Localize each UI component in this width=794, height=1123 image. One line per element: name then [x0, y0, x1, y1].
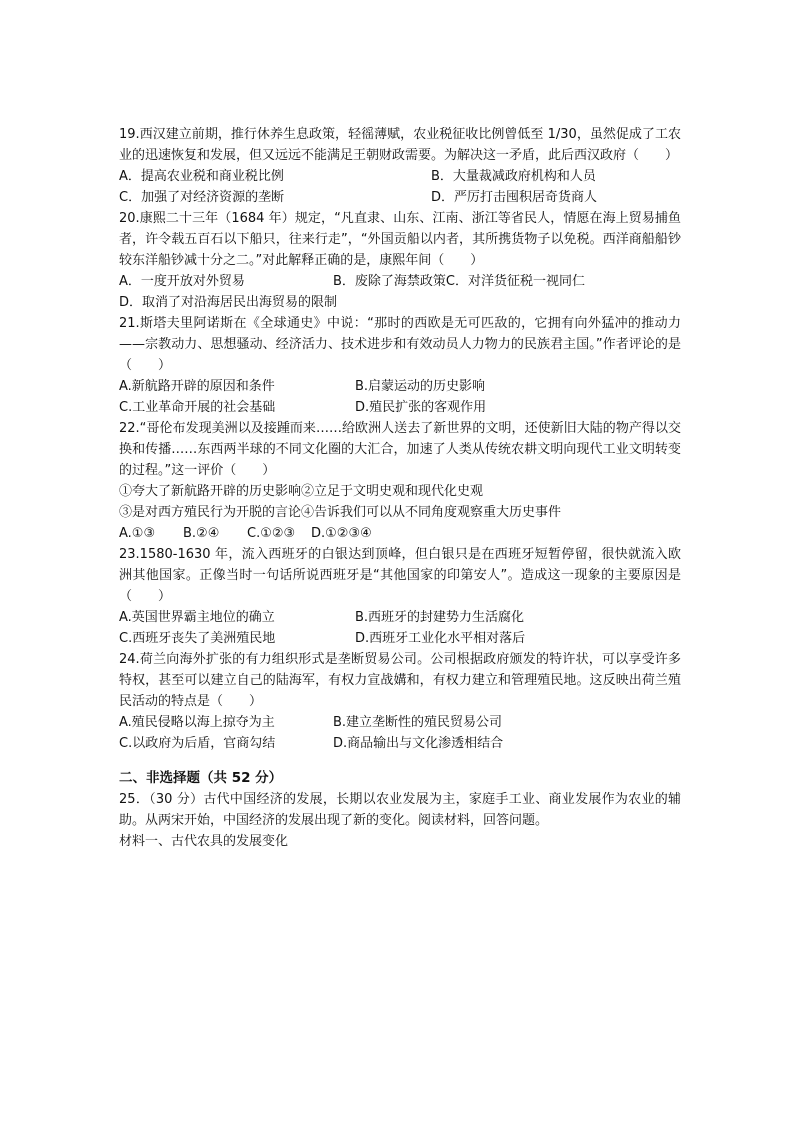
- option-a: A.英国世界霸主地位的确立: [119, 610, 275, 625]
- option-a: A.新航路开辟的原因和条件: [119, 379, 275, 394]
- options: [119, 523, 681, 544]
- question-stem: 20.康熙二十三年（1684 年）规定，“凡直隶、山东、江南、浙江等省民人，情愿在海上贸易捕鱼者，许令载五百石以下船只，往来行走”，“外国贡船以内者，其所携货物子以免税。西洋商船船钞较东洋船钞减十分之二。”对此解释正确的是，康熙年间（ ）: [119, 211, 681, 268]
- option-a: A．一度开放对外贸易: [119, 274, 245, 289]
- option-b: B．大量裁减政府机构和人员: [431, 169, 596, 184]
- option-b: B.启蒙运动的历史影响: [355, 379, 486, 394]
- option-d: D．严厉打击囤积居奇货商人: [431, 190, 598, 205]
- exam-page: [119, 124, 681, 852]
- option-b: B.建立垄断性的殖民贸易公司: [333, 715, 503, 730]
- option-c: C．加强了对经济资源的垄断: [119, 190, 285, 205]
- option-c: C.西班牙丧失了美洲殖民地: [119, 631, 276, 646]
- material-heading: 材料一、古代农具的发展变化: [119, 834, 289, 849]
- question-stem: 21.斯塔夫里阿诺斯在《全球通史》中说：“那时的西欧是无可匹敌的，它拥有向外猛冲的推动力——宗教动力、思想骚动、经济活力、技术进步和有效动员人力物力的民族君主国。”作者评论的是（ ）: [119, 316, 681, 373]
- option-d: D.殖民扩张的客观作用: [355, 400, 487, 415]
- question-20: [119, 208, 681, 313]
- option-c: C.以政府为后盾，官商勾结: [119, 736, 276, 751]
- option-a: A.殖民侵略以海上掠夺为主: [119, 715, 275, 730]
- question-stem: 24.荷兰向海外扩张的有力组织形式是垄断贸易公司。公司根据政府颁发的特许状，可以享受许多特权，甚至可以建立自己的陆海军，有权力宣战媾和，有权力建立和管理殖民地。这反映出荷兰殖民活动的特点是（ ）: [119, 652, 681, 709]
- question-24: [119, 649, 681, 754]
- option-c: C．对洋货征税一视同仁: [445, 274, 585, 289]
- option-d: D.①②③④: [311, 526, 372, 541]
- question-19: [119, 124, 681, 208]
- options: [119, 712, 681, 754]
- option-b: B.②④: [183, 526, 220, 541]
- section-title: 二、非选择题（共 52 分）: [119, 770, 283, 786]
- options: [119, 166, 681, 208]
- option-a: A．提高农业税和商业税比例: [119, 169, 284, 184]
- options: [119, 271, 681, 313]
- option-c: C.①②③: [247, 526, 296, 541]
- options: [119, 376, 681, 418]
- option-b: B．废除了海禁政策: [333, 274, 446, 289]
- statement-line: ①夸大了新航路开辟的历史影响②立足于文明史观和现代化史观: [119, 484, 484, 499]
- statement-line: ③是对西方殖民行为开脱的言论④告诉我们可以从不同角度观察重大历史事件: [119, 505, 562, 520]
- question-21: [119, 313, 681, 418]
- option-b: B.西班牙的封建势力生活腐化: [355, 610, 525, 625]
- question-stem: 23.1580-1630 年，流入西班牙的白银达到顶峰，但白银只是在西班牙短暂停留，很快就流入欧洲其他国家。正像当时一句话所说西班牙是“其他国家的印第安人”。造成这一现象的主要原因是（ ）: [119, 547, 681, 604]
- question-stem: 22.“哥伦布发现美洲以及接踵而来……给欧洲人送去了新世界的文明，还使新旧大陆的物产得以交换和传播……东西两半球的不同文化圈的大汇合，加速了人类从传统农耕文明向现代工业文明转变的过程。”这一评价（ ）: [119, 421, 681, 478]
- option-d: D.西班牙工业化水平相对落后: [355, 631, 526, 646]
- question-25-stem: 25．（30 分）古代中国经济的发展，长期以农业发展为主，家庭手工业、商业发展作为农业的辅助。从两宋开始，中国经济的发展出现了新的变化。阅读材料，回答问题。: [119, 792, 681, 828]
- option-c: C.工业革命开展的社会基础: [119, 400, 276, 415]
- question-22: [119, 418, 681, 544]
- options: [119, 607, 681, 649]
- option-d: D.商品输出与文化渗透相结合: [333, 736, 504, 751]
- question-stem: 19.西汉建立前期，推行休养生息政策，轻徭薄赋，农业税征收比例曾低至 1/30，虽然促成了工农业的迅速恢复和发展，但又远远不能满足王朝财政需要。为解决这一矛盾，此后西汉政府（ ）: [119, 127, 681, 163]
- option-a: A.①③: [119, 526, 156, 541]
- option-d: D．取消了对沿海居民出海贸易的限制: [119, 295, 338, 310]
- question-23: [119, 544, 681, 649]
